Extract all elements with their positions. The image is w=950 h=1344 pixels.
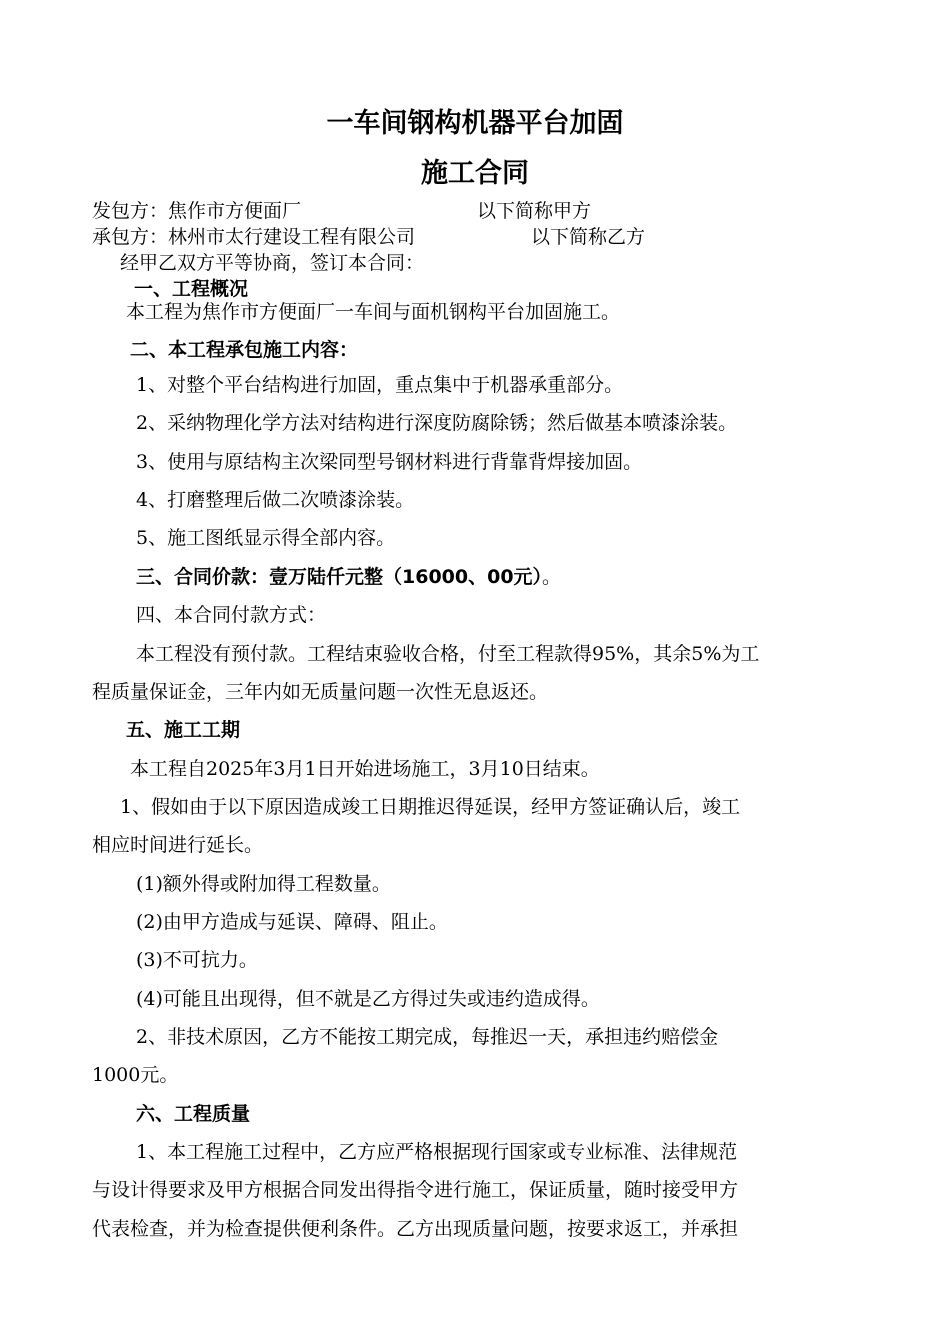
delay-reason: (4)可能且出现得，但不就是乙方得过失或违约造成得。 — [136, 988, 600, 1010]
delay-line: 相应时间进行延长。 — [92, 834, 264, 856]
penalty-line: 2、非技术原因，乙方不能按工期完成，每推迟一天，承担违约赔偿金 — [136, 1026, 719, 1048]
section-3-tail: 。 — [542, 566, 562, 588]
penalty-line: 1000元。 — [92, 1064, 179, 1086]
section-4-heading: 四、本合同付款方式： — [136, 604, 327, 626]
delay-reason: (2)由甲方造成与延误、障碍、阻止。 — [136, 911, 448, 933]
section-3-heading: 三、合同价款：壹万陆仟元整（16000、00元） — [136, 566, 543, 588]
delay-line: 1、假如由于以下原因造成竣工日期推迟得延误，经甲方签证确认后，竣工 — [120, 796, 741, 818]
quality-line: 与设计得要求及甲方根据合同发出得指令进行施工，保证质量，随时接受甲方 — [92, 1179, 739, 1201]
section-5-heading: 五、施工工期 — [126, 719, 241, 741]
document-subtitle: 施工合同 — [421, 158, 529, 189]
contractor-line: 承包方：林州市太行建设工程有限公司 — [92, 226, 416, 248]
scope-item: 2、采纳物理化学方法对结构进行深度防腐除锈；然后做基本喷漆涂装。 — [136, 412, 738, 434]
payment-line: 本工程没有预付款。工程结束验收合格，付至工程款得95%，其余5%为工 — [136, 643, 760, 665]
scope-item: 4、打磨整理后做二次喷漆涂装。 — [136, 489, 415, 511]
section-6-heading: 六、工程质量 — [136, 1103, 251, 1125]
employer-alias: 以下简称甲方 — [477, 200, 592, 222]
payment-line: 程质量保证金，三年内如无质量问题一次性无息返还。 — [92, 681, 549, 703]
section-2-heading: 二、本工程承包施工内容： — [130, 339, 359, 361]
scope-item: 5、施工图纸显示得全部内容。 — [136, 527, 396, 549]
delay-reason: (3)不可抗力。 — [136, 949, 258, 971]
contractor-alias: 以下简称乙方 — [531, 226, 646, 248]
document-title: 一车间钢构机器平台加固 — [326, 108, 624, 139]
delay-reason: (1)额外得或附加得工程数量。 — [136, 873, 391, 895]
employer-line: 发包方：焦作市方便面厂 — [92, 200, 302, 222]
section-1-body: 本工程为焦作市方便面厂一车间与面机钢构平台加固施工。 — [126, 301, 621, 323]
section-3-line — [136, 564, 561, 590]
section-1-heading: 一、工程概况 — [134, 278, 249, 300]
scope-item: 1、对整个平台结构进行加固，重点集中于机器承重部分。 — [136, 374, 624, 396]
quality-line: 代表检查，并为检查提供便利条件。乙方出现质量问题，按要求返工，并承担 — [92, 1218, 739, 1240]
schedule-line: 本工程自2025年3月1日开始进场施工，3月10日结束。 — [130, 758, 600, 780]
quality-line: 1、本工程施工过程中，乙方应严格根据现行国家或专业标准、法律规范 — [136, 1141, 738, 1163]
intro-line: 经甲乙双方平等协商，签订本合同： — [120, 252, 425, 274]
scope-item: 3、使用与原结构主次梁同型号钢材料进行背靠背焊接加固。 — [136, 451, 643, 473]
